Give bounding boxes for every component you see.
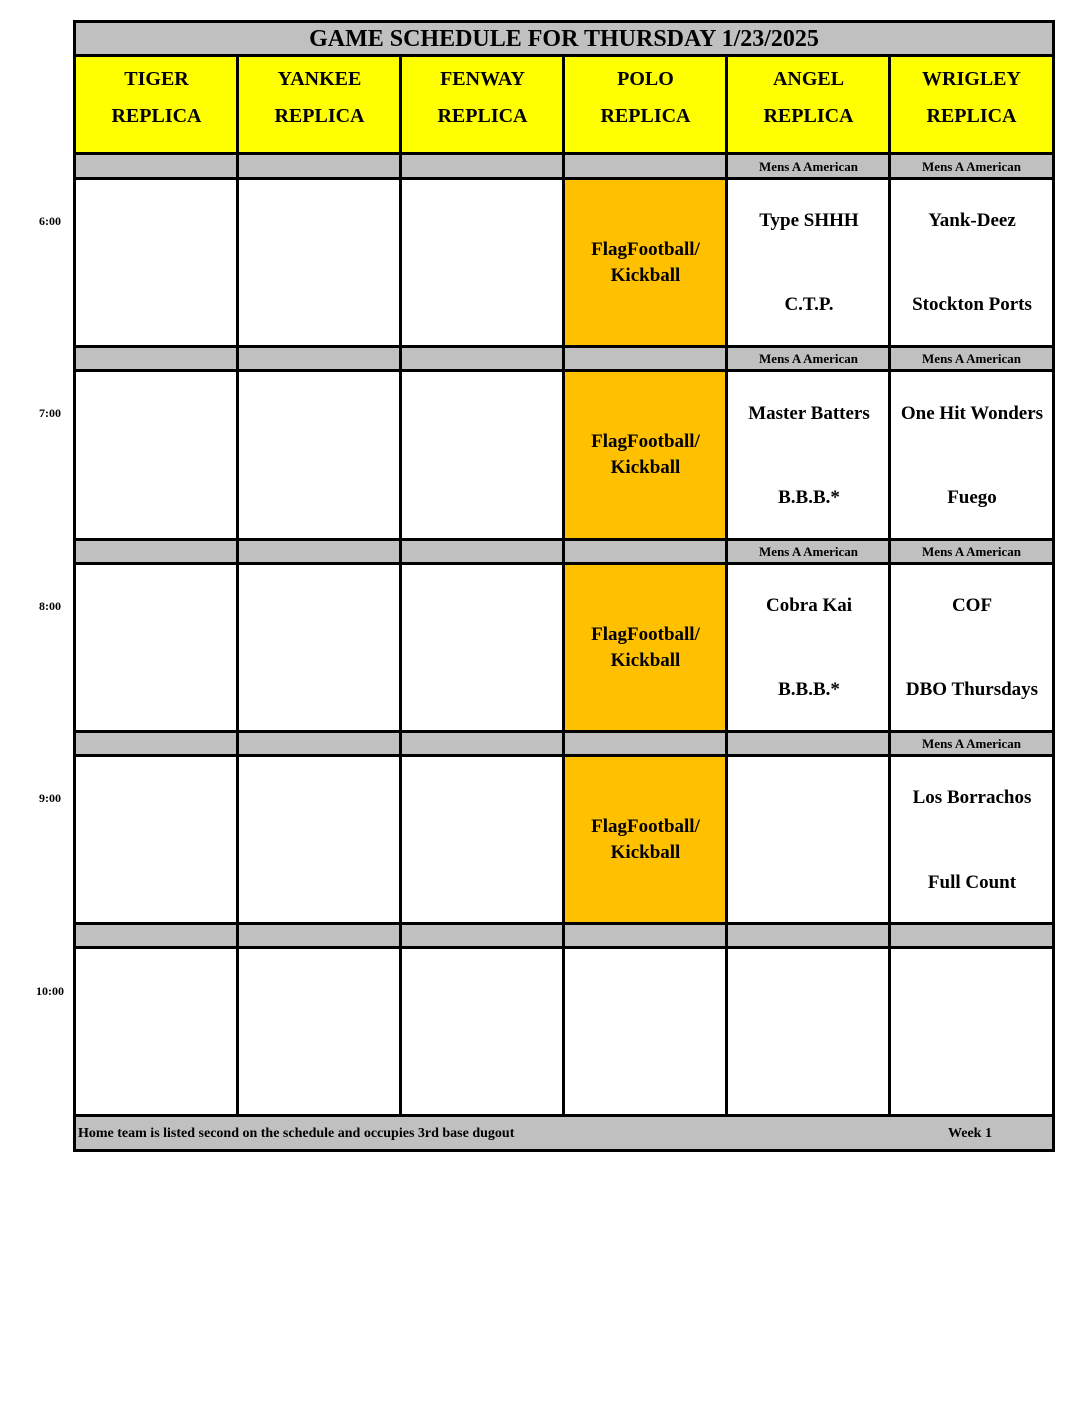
venue-sub: REPLICA	[111, 105, 202, 127]
grid-line	[73, 177, 1055, 180]
grid-line	[73, 1114, 1055, 1117]
division-label: Mens A American	[922, 350, 1021, 366]
division-label: Mens A American	[759, 350, 858, 366]
flag-line2: Kickball	[610, 457, 681, 478]
footer-bar	[75, 1117, 1053, 1150]
time-label: 6:00	[39, 214, 61, 228]
polo-flag-cell	[564, 755, 727, 925]
flag-line1: FlagFootball/	[591, 623, 700, 645]
venue-name: ANGEL	[772, 68, 845, 90]
away-team: COF	[951, 595, 993, 616]
grid-line	[73, 345, 1055, 348]
week-label: Week 1	[948, 1125, 992, 1141]
grid-line	[73, 946, 1055, 949]
away-team: Los Borrachos	[912, 787, 1032, 808]
polo-flag-cell	[564, 563, 727, 732]
home-team: Fuego	[947, 487, 997, 508]
division-label: Mens A American	[759, 543, 858, 559]
home-team: C.T.P.	[784, 294, 834, 315]
venue-sub: REPLICA	[763, 105, 854, 127]
time-label: 9:00	[39, 791, 61, 805]
venue-sub: REPLICA	[437, 105, 528, 127]
home-team: B.B.B.*	[778, 679, 840, 700]
polo-flag-cell	[564, 370, 727, 540]
venue-wrigley	[890, 68, 1053, 128]
grid-line	[73, 562, 1055, 565]
venue-tiger	[75, 68, 238, 128]
home-team: Full Count	[927, 872, 1017, 893]
page-title: GAME SCHEDULE FOR THURSDAY 1/23/2025	[75, 22, 1053, 56]
grid-line	[73, 369, 1055, 372]
flag-line2: Kickball	[610, 264, 681, 286]
grid-line	[73, 730, 1055, 733]
footer-note: Home team is listed second on the schedule and occupies 3rd base dugout	[78, 1125, 515, 1141]
grid-line	[562, 55, 565, 1117]
venue-name: WRIGLEY	[922, 68, 1021, 90]
division-label: Mens A American	[922, 158, 1021, 174]
home-team: Stockton Ports	[912, 294, 1032, 315]
time-label: 7:00	[39, 406, 61, 420]
flag-line1: FlagFootball/	[591, 238, 700, 260]
flag-line2: Kickball	[610, 649, 681, 671]
grid-line	[399, 55, 402, 1117]
grid-line	[73, 538, 1055, 541]
grid-line	[725, 55, 728, 1117]
grid-line	[73, 1149, 1055, 1152]
away-team: One Hit Wonders	[900, 403, 1044, 424]
venue-yankee	[238, 68, 401, 128]
grid-line	[236, 55, 239, 1117]
venue-fenway	[401, 68, 564, 128]
grid-line	[1052, 20, 1055, 1152]
venue-polo	[564, 68, 727, 128]
venue-sub: REPLICA	[926, 105, 1017, 127]
away-team: Yank-Deez	[928, 210, 1016, 231]
polo-flag-cell	[564, 178, 727, 347]
venue-name: YANKEE	[277, 68, 362, 90]
flag-line2: Kickball	[610, 842, 681, 863]
flag-line1: FlagFootball/	[591, 816, 700, 837]
division-label: Mens A American	[922, 543, 1021, 559]
flag-line1: FlagFootball/	[591, 431, 700, 452]
away-team: Type SHHH	[759, 210, 859, 231]
grid-line	[73, 20, 1055, 23]
venue-name: FENWAY	[440, 68, 525, 90]
away-team: Cobra Kai	[765, 595, 853, 616]
away-team: Master Batters	[748, 403, 870, 424]
venue-sub: REPLICA	[600, 105, 691, 127]
division-label: Mens A American	[759, 158, 858, 174]
venue-name: TIGER	[124, 68, 189, 90]
home-team: DBO Thursdays	[905, 679, 1039, 700]
division-label: Mens A American	[922, 735, 1021, 751]
venue-angel	[727, 68, 890, 128]
venue-sub: REPLICA	[274, 105, 365, 127]
grid-line	[73, 922, 1055, 925]
grid-line	[73, 152, 1055, 155]
grid-line	[73, 54, 1055, 57]
grid-line	[73, 754, 1055, 757]
time-label: 8:00	[39, 599, 61, 613]
grid-line	[888, 55, 891, 1117]
home-team: B.B.B.*	[778, 487, 840, 508]
time-label: 10:00	[36, 984, 64, 998]
venue-name: POLO	[617, 68, 674, 90]
grid-line	[73, 20, 76, 1152]
